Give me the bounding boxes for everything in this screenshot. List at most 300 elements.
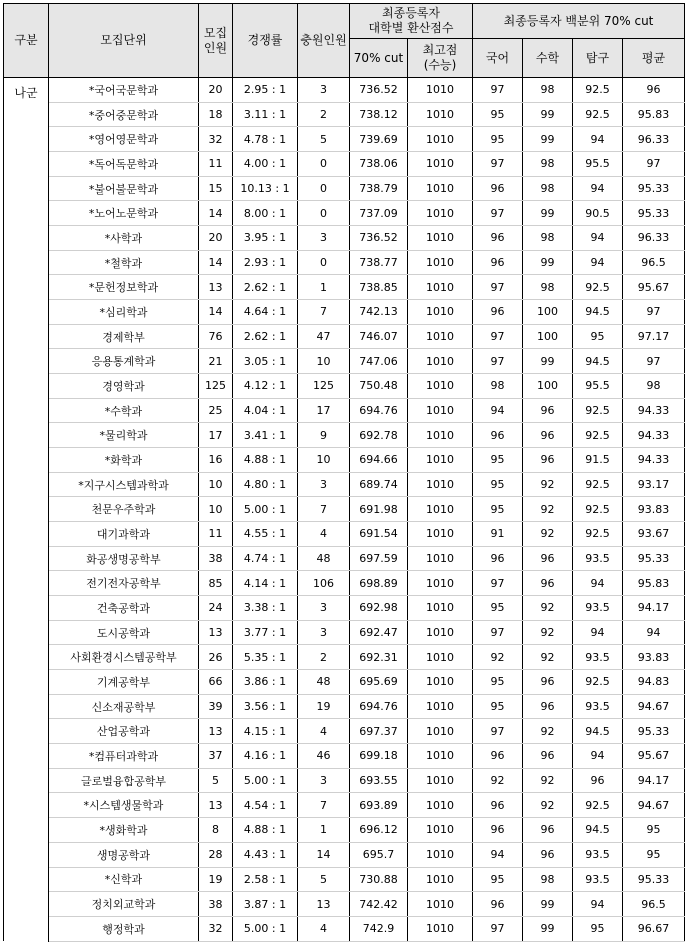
math-cell: 96 <box>523 398 573 423</box>
inquiry-cell: 94 <box>573 127 623 152</box>
unit-cell: 신소재공학부 <box>49 694 199 719</box>
extra-cell: 2 <box>298 645 350 670</box>
competition-cell: 5.00 : 1 <box>233 768 298 793</box>
table-row <box>4 768 685 793</box>
header-korean: 국어 <box>473 39 523 78</box>
unit-cell: *불어불문학과 <box>49 176 199 201</box>
korean-cell: 97 <box>473 275 523 300</box>
header-unit: 모집단위 <box>49 4 199 78</box>
inquiry-cell: 94 <box>573 744 623 769</box>
quota-cell: 17 <box>199 423 233 448</box>
max-score-cell: 1010 <box>408 152 473 177</box>
cut70-cell: 692.98 <box>350 596 408 621</box>
extra-cell: 5 <box>298 127 350 152</box>
quota-cell: 18 <box>199 102 233 127</box>
header-gubun: 구분 <box>4 4 49 78</box>
header-max-score <box>408 39 473 78</box>
competition-cell: 3.05 : 1 <box>233 349 298 374</box>
inquiry-cell: 94 <box>573 250 623 275</box>
quota-cell: 20 <box>199 226 233 251</box>
quota-cell: 11 <box>199 152 233 177</box>
table-row <box>4 793 685 818</box>
extra-cell: 2 <box>298 102 350 127</box>
table-row <box>4 522 685 547</box>
math-cell: 100 <box>523 324 573 349</box>
math-cell: 96 <box>523 694 573 719</box>
average-cell: 96.5 <box>623 250 685 275</box>
extra-cell: 3 <box>298 472 350 497</box>
korean-cell: 97 <box>473 78 523 103</box>
korean-cell: 97 <box>473 152 523 177</box>
inquiry-cell: 94.5 <box>573 818 623 843</box>
inquiry-cell: 92.5 <box>573 102 623 127</box>
competition-cell: 4.80 : 1 <box>233 472 298 497</box>
competition-cell: 4.15 : 1 <box>233 719 298 744</box>
extra-cell: 4 <box>298 522 350 547</box>
korean-cell: 94 <box>473 398 523 423</box>
math-cell: 98 <box>523 78 573 103</box>
inquiry-cell: 94 <box>573 620 623 645</box>
korean-cell: 97 <box>473 620 523 645</box>
math-cell: 99 <box>523 127 573 152</box>
competition-cell: 5.35 : 1 <box>233 645 298 670</box>
competition-cell: 4.04 : 1 <box>233 398 298 423</box>
average-cell: 97.17 <box>623 324 685 349</box>
table-row <box>4 300 685 325</box>
extra-cell: 3 <box>298 620 350 645</box>
korean-cell: 96 <box>473 226 523 251</box>
average-cell: 93.67 <box>623 522 685 547</box>
average-cell: 95 <box>623 818 685 843</box>
max-score-cell: 1010 <box>408 793 473 818</box>
competition-cell: 4.88 : 1 <box>233 818 298 843</box>
max-score-cell: 1010 <box>408 275 473 300</box>
unit-cell: *독어독문학과 <box>49 152 199 177</box>
cut70-cell: 694.76 <box>350 398 408 423</box>
unit-cell: 경제학부 <box>49 324 199 349</box>
math-cell: 92 <box>523 719 573 744</box>
korean-cell: 96 <box>473 300 523 325</box>
inquiry-cell: 92.5 <box>573 497 623 522</box>
math-cell: 92 <box>523 620 573 645</box>
extra-cell: 14 <box>298 842 350 867</box>
inquiry-cell: 93.5 <box>573 867 623 892</box>
average-cell: 96.33 <box>623 127 685 152</box>
inquiry-cell: 94 <box>573 176 623 201</box>
average-cell: 97 <box>623 152 685 177</box>
competition-cell: 2.62 : 1 <box>233 275 298 300</box>
korean-cell: 98 <box>473 374 523 399</box>
quota-cell: 76 <box>199 324 233 349</box>
average-cell: 97 <box>623 300 685 325</box>
competition-cell: 3.95 : 1 <box>233 226 298 251</box>
inquiry-cell: 93.5 <box>573 842 623 867</box>
korean-cell: 95 <box>473 127 523 152</box>
quota-cell: 5 <box>199 768 233 793</box>
quota-cell: 37 <box>199 744 233 769</box>
unit-cell: 천문우주학과 <box>49 497 199 522</box>
extra-cell: 47 <box>298 324 350 349</box>
table-row <box>4 324 685 349</box>
extra-cell: 7 <box>298 497 350 522</box>
header-cut70: 70% cut <box>350 39 408 78</box>
table-row <box>4 842 685 867</box>
quota-cell: 26 <box>199 645 233 670</box>
competition-cell: 2.62 : 1 <box>233 324 298 349</box>
korean-cell: 97 <box>473 571 523 596</box>
max-score-cell: 1010 <box>408 250 473 275</box>
extra-cell: 1 <box>298 818 350 843</box>
average-cell: 96.5 <box>623 892 685 917</box>
extra-cell: 48 <box>298 546 350 571</box>
competition-cell: 4.14 : 1 <box>233 571 298 596</box>
math-cell: 98 <box>523 226 573 251</box>
unit-cell: 경영학과 <box>49 374 199 399</box>
average-cell: 96 <box>623 78 685 103</box>
inquiry-cell: 95 <box>573 324 623 349</box>
cut70-cell: 738.06 <box>350 152 408 177</box>
unit-cell: 기계공학부 <box>49 670 199 695</box>
cut70-cell: 691.98 <box>350 497 408 522</box>
average-cell: 95 <box>623 842 685 867</box>
average-cell: 95.33 <box>623 201 685 226</box>
extra-cell: 4 <box>298 916 350 941</box>
quota-cell: 14 <box>199 201 233 226</box>
unit-cell: *철학과 <box>49 250 199 275</box>
quota-cell: 32 <box>199 127 233 152</box>
math-cell: 96 <box>523 448 573 473</box>
competition-cell: 3.86 : 1 <box>233 670 298 695</box>
table-row <box>4 916 685 941</box>
quota-cell: 25 <box>199 398 233 423</box>
competition-cell: 4.00 : 1 <box>233 152 298 177</box>
unit-cell: *국어국문학과 <box>49 78 199 103</box>
quota-cell: 24 <box>199 596 233 621</box>
unit-cell: 글로벌융합공학부 <box>49 768 199 793</box>
max-score-cell: 1010 <box>408 472 473 497</box>
math-cell: 99 <box>523 349 573 374</box>
extra-cell: 7 <box>298 300 350 325</box>
competition-cell: 2.58 : 1 <box>233 867 298 892</box>
table-row <box>4 670 685 695</box>
math-cell: 92 <box>523 522 573 547</box>
table-row <box>4 176 685 201</box>
average-cell: 93.83 <box>623 645 685 670</box>
math-cell: 96 <box>523 744 573 769</box>
header-max-score-text: 최고점 (수능) <box>422 43 458 72</box>
average-cell: 97 <box>623 349 685 374</box>
header-average: 평균 <box>623 39 685 78</box>
extra-cell: 10 <box>298 448 350 473</box>
unit-cell: *화학과 <box>49 448 199 473</box>
inquiry-cell: 94.5 <box>573 300 623 325</box>
max-score-cell: 1010 <box>408 423 473 448</box>
extra-cell: 3 <box>298 226 350 251</box>
cut70-cell: 736.52 <box>350 226 408 251</box>
korean-cell: 96 <box>473 176 523 201</box>
inquiry-cell: 96 <box>573 768 623 793</box>
header-final-score-group <box>350 4 473 39</box>
quota-cell: 13 <box>199 719 233 744</box>
extra-cell: 125 <box>298 374 350 399</box>
unit-cell: 생명공학과 <box>49 842 199 867</box>
korean-cell: 95 <box>473 448 523 473</box>
extra-cell: 17 <box>298 398 350 423</box>
unit-cell: 도시공학과 <box>49 620 199 645</box>
table-row <box>4 423 685 448</box>
unit-cell: *심리학과 <box>49 300 199 325</box>
competition-cell: 10.13 : 1 <box>233 176 298 201</box>
max-score-cell: 1010 <box>408 201 473 226</box>
unit-cell: 응용통계학과 <box>49 349 199 374</box>
max-score-cell: 1010 <box>408 768 473 793</box>
quota-cell: 14 <box>199 250 233 275</box>
competition-cell: 4.74 : 1 <box>233 546 298 571</box>
competition-cell: 5.00 : 1 <box>233 916 298 941</box>
inquiry-cell: 93.5 <box>573 694 623 719</box>
competition-cell: 3.11 : 1 <box>233 102 298 127</box>
extra-cell: 0 <box>298 152 350 177</box>
admission-results-table <box>3 3 685 942</box>
average-cell: 95.67 <box>623 275 685 300</box>
max-score-cell: 1010 <box>408 694 473 719</box>
inquiry-cell: 92.5 <box>573 423 623 448</box>
average-cell: 95.67 <box>623 744 685 769</box>
inquiry-cell: 93.5 <box>573 596 623 621</box>
table-row <box>4 645 685 670</box>
average-cell: 94.17 <box>623 768 685 793</box>
average-cell: 95.33 <box>623 176 685 201</box>
math-cell: 100 <box>523 300 573 325</box>
korean-cell: 92 <box>473 768 523 793</box>
korean-cell: 96 <box>473 818 523 843</box>
group-label: 나군 <box>4 78 49 942</box>
average-cell: 98 <box>623 374 685 399</box>
competition-cell: 4.78 : 1 <box>233 127 298 152</box>
extra-cell: 7 <box>298 793 350 818</box>
unit-cell: 산업공학과 <box>49 719 199 744</box>
header-competition: 경쟁률 <box>233 4 298 78</box>
cut70-cell: 750.48 <box>350 374 408 399</box>
korean-cell: 95 <box>473 102 523 127</box>
unit-cell: *수학과 <box>49 398 199 423</box>
math-cell: 92 <box>523 793 573 818</box>
competition-cell: 4.16 : 1 <box>233 744 298 769</box>
korean-cell: 96 <box>473 892 523 917</box>
inquiry-cell: 92.5 <box>573 398 623 423</box>
cut70-cell: 742.13 <box>350 300 408 325</box>
table-row <box>4 744 685 769</box>
max-score-cell: 1010 <box>408 571 473 596</box>
table-row <box>4 571 685 596</box>
table-row <box>4 398 685 423</box>
competition-cell: 3.56 : 1 <box>233 694 298 719</box>
max-score-cell: 1010 <box>408 645 473 670</box>
competition-cell: 3.41 : 1 <box>233 423 298 448</box>
math-cell: 96 <box>523 842 573 867</box>
table-row <box>4 694 685 719</box>
average-cell: 94.67 <box>623 793 685 818</box>
competition-cell: 2.95 : 1 <box>233 78 298 103</box>
max-score-cell: 1010 <box>408 398 473 423</box>
extra-cell: 5 <box>298 867 350 892</box>
competition-cell: 3.77 : 1 <box>233 620 298 645</box>
header-inquiry: 탐구 <box>573 39 623 78</box>
average-cell: 95.83 <box>623 102 685 127</box>
quota-cell: 10 <box>199 497 233 522</box>
table-row <box>4 226 685 251</box>
inquiry-cell: 90.5 <box>573 201 623 226</box>
math-cell: 98 <box>523 152 573 177</box>
extra-cell: 48 <box>298 670 350 695</box>
extra-cell: 106 <box>298 571 350 596</box>
inquiry-cell: 92.5 <box>573 670 623 695</box>
cut70-cell: 695.69 <box>350 670 408 695</box>
max-score-cell: 1010 <box>408 670 473 695</box>
max-score-cell: 1010 <box>408 374 473 399</box>
header-percentile-group: 최종등록자 백분위 70% cut <box>473 4 685 39</box>
cut70-cell: 691.54 <box>350 522 408 547</box>
math-cell: 99 <box>523 201 573 226</box>
quota-cell: 8 <box>199 818 233 843</box>
max-score-cell: 1010 <box>408 522 473 547</box>
inquiry-cell: 92.5 <box>573 793 623 818</box>
cut70-cell: 738.12 <box>350 102 408 127</box>
table-row <box>4 892 685 917</box>
average-cell: 93.83 <box>623 497 685 522</box>
korean-cell: 97 <box>473 349 523 374</box>
cut70-cell: 738.79 <box>350 176 408 201</box>
korean-cell: 97 <box>473 201 523 226</box>
unit-cell: *중어중문학과 <box>49 102 199 127</box>
cut70-cell: 694.76 <box>350 694 408 719</box>
quota-cell: 32 <box>199 916 233 941</box>
korean-cell: 91 <box>473 522 523 547</box>
table-row <box>4 78 685 103</box>
quota-cell: 38 <box>199 546 233 571</box>
quota-cell: 21 <box>199 349 233 374</box>
max-score-cell: 1010 <box>408 448 473 473</box>
inquiry-cell: 94 <box>573 226 623 251</box>
competition-cell: 8.00 : 1 <box>233 201 298 226</box>
inquiry-cell: 95.5 <box>573 152 623 177</box>
cut70-cell: 736.52 <box>350 78 408 103</box>
cut70-cell: 692.78 <box>350 423 408 448</box>
inquiry-cell: 95.5 <box>573 374 623 399</box>
max-score-cell: 1010 <box>408 719 473 744</box>
inquiry-cell: 94 <box>573 892 623 917</box>
extra-cell: 3 <box>298 768 350 793</box>
unit-cell: *물리학과 <box>49 423 199 448</box>
korean-cell: 95 <box>473 497 523 522</box>
inquiry-cell: 91.5 <box>573 448 623 473</box>
average-cell: 94.67 <box>623 694 685 719</box>
extra-cell: 0 <box>298 250 350 275</box>
unit-cell: *사학과 <box>49 226 199 251</box>
quota-cell: 10 <box>199 472 233 497</box>
quota-cell: 125 <box>199 374 233 399</box>
unit-cell: *영어영문학과 <box>49 127 199 152</box>
unit-cell: *지구시스템과학과 <box>49 472 199 497</box>
cut70-cell: 694.66 <box>350 448 408 473</box>
korean-cell: 95 <box>473 472 523 497</box>
max-score-cell: 1010 <box>408 744 473 769</box>
cut70-cell: 689.74 <box>350 472 408 497</box>
average-cell: 94.83 <box>623 670 685 695</box>
table-row <box>4 818 685 843</box>
competition-cell: 3.87 : 1 <box>233 892 298 917</box>
max-score-cell: 1010 <box>408 867 473 892</box>
inquiry-cell: 95 <box>573 916 623 941</box>
table-header <box>4 4 685 78</box>
competition-cell: 4.88 : 1 <box>233 448 298 473</box>
max-score-cell: 1010 <box>408 620 473 645</box>
unit-cell: 건축공학과 <box>49 596 199 621</box>
unit-cell: *신학과 <box>49 867 199 892</box>
competition-cell: 4.12 : 1 <box>233 374 298 399</box>
max-score-cell: 1010 <box>408 818 473 843</box>
inquiry-cell: 93.5 <box>573 645 623 670</box>
math-cell: 98 <box>523 176 573 201</box>
math-cell: 96 <box>523 423 573 448</box>
extra-cell: 0 <box>298 176 350 201</box>
quota-cell: 16 <box>199 448 233 473</box>
extra-cell: 10 <box>298 349 350 374</box>
cut70-cell: 738.77 <box>350 250 408 275</box>
quota-cell: 38 <box>199 892 233 917</box>
quota-cell: 28 <box>199 842 233 867</box>
max-score-cell: 1010 <box>408 226 473 251</box>
average-cell: 96.67 <box>623 916 685 941</box>
max-score-cell: 1010 <box>408 78 473 103</box>
max-score-cell: 1010 <box>408 497 473 522</box>
korean-cell: 96 <box>473 744 523 769</box>
average-cell: 95.33 <box>623 719 685 744</box>
cut70-cell: 737.09 <box>350 201 408 226</box>
korean-cell: 95 <box>473 867 523 892</box>
unit-cell: *문헌정보학과 <box>49 275 199 300</box>
quota-cell: 85 <box>199 571 233 596</box>
table-row <box>4 546 685 571</box>
math-cell: 92 <box>523 472 573 497</box>
math-cell: 99 <box>523 250 573 275</box>
inquiry-cell: 94 <box>573 571 623 596</box>
math-cell: 99 <box>523 102 573 127</box>
max-score-cell: 1010 <box>408 176 473 201</box>
header-quota-text: 모집 인원 <box>203 25 228 55</box>
korean-cell: 96 <box>473 793 523 818</box>
max-score-cell: 1010 <box>408 892 473 917</box>
korean-cell: 92 <box>473 645 523 670</box>
quota-cell: 13 <box>199 620 233 645</box>
extra-cell: 1 <box>298 275 350 300</box>
average-cell: 94.33 <box>623 423 685 448</box>
cut70-cell: 730.88 <box>350 867 408 892</box>
cut70-cell: 746.07 <box>350 324 408 349</box>
max-score-cell: 1010 <box>408 300 473 325</box>
unit-cell: 화공생명공학부 <box>49 546 199 571</box>
table-row <box>4 152 685 177</box>
math-cell: 92 <box>523 768 573 793</box>
quota-cell: 13 <box>199 793 233 818</box>
cut70-cell: 692.47 <box>350 620 408 645</box>
competition-cell: 5.00 : 1 <box>233 497 298 522</box>
average-cell: 95.33 <box>623 867 685 892</box>
inquiry-cell: 92.5 <box>573 522 623 547</box>
korean-cell: 95 <box>473 596 523 621</box>
korean-cell: 97 <box>473 324 523 349</box>
math-cell: 99 <box>523 892 573 917</box>
